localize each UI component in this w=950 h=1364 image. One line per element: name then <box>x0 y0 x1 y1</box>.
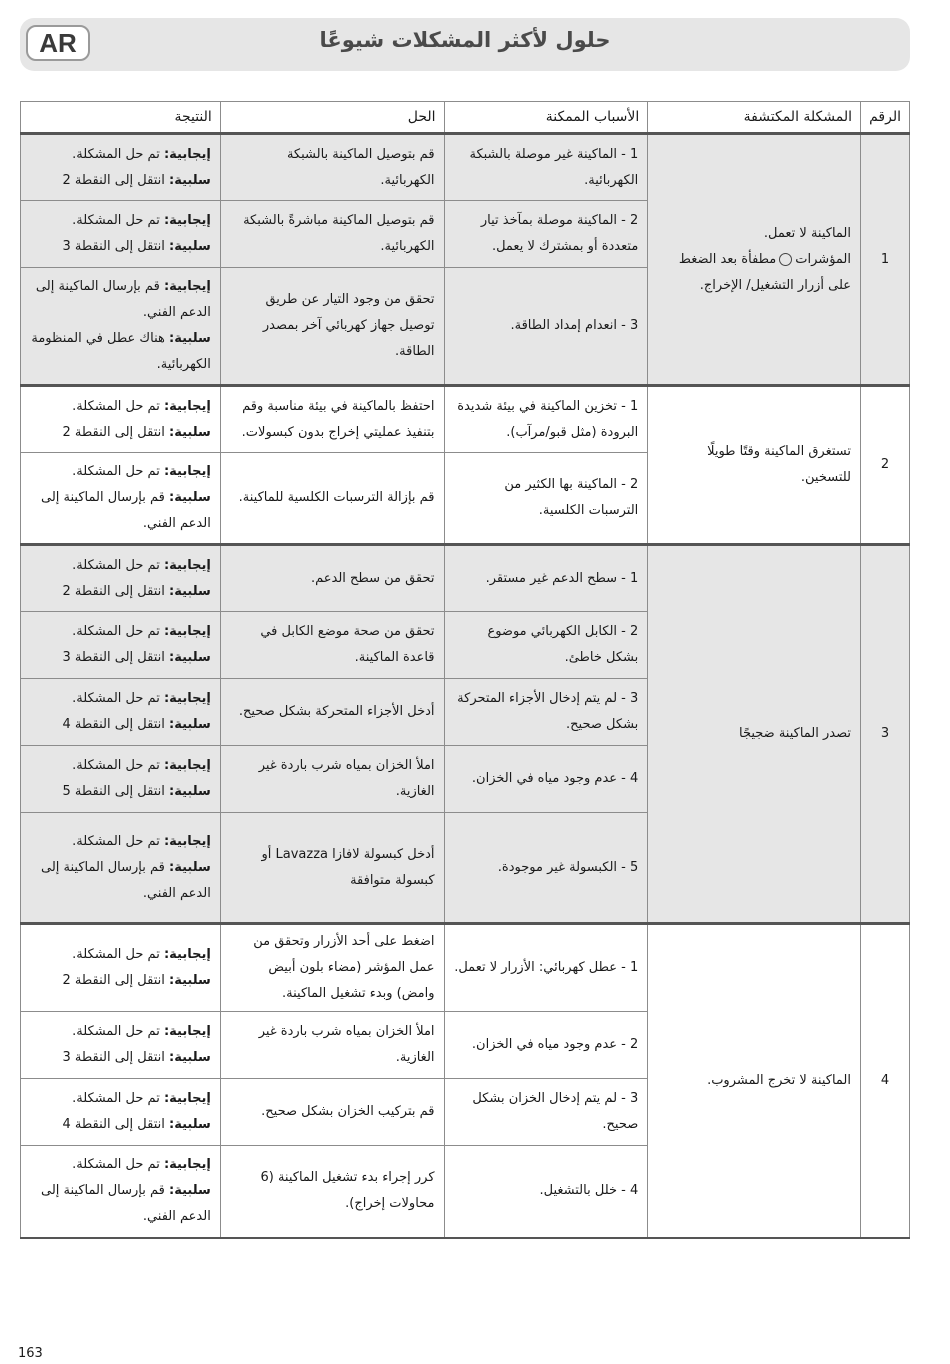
negative-label: سلبية: <box>169 1183 211 1199</box>
result-cell <box>21 1079 221 1146</box>
cause-cell: 5 - الكبسولة غير موجودة. <box>444 813 648 924</box>
cause-cell: 1 - عطل كهربائي: الأزرار لا تعمل. <box>444 924 648 1012</box>
negative-result: انتقل إلى النقطة 2 <box>62 583 165 599</box>
problem-group-4 <box>21 924 910 1238</box>
positive-result: تم حل المشكلة. <box>72 691 160 706</box>
positive-result: تم حل المشكلة. <box>72 1024 160 1039</box>
solution-cell: املأ الخزان بمياه شرب باردة غير الغازية. <box>220 1012 444 1079</box>
negative-label: سلبية: <box>169 784 211 799</box>
solution-cell: قم بإزالة الترسبات الكلسية للماكينة. <box>220 453 444 545</box>
result-cell <box>21 746 221 813</box>
problem-group-2 <box>21 386 910 545</box>
positive-result: تم حل المشكلة. <box>72 947 160 962</box>
solution-cell: أدخل الأجزاء المتحركة بشكل صحيح. <box>220 679 444 746</box>
result-cell <box>21 386 221 453</box>
page-title: حلول لأكثر المشكلات شيوعًا <box>319 28 611 52</box>
positive-result: تم حل المشكلة. <box>72 464 160 479</box>
table-row <box>21 134 910 201</box>
positive-result: تم حل المشكلة. <box>72 213 160 228</box>
positive-result: تم حل المشكلة. <box>72 398 160 414</box>
positive-result: تم حل المشكلة. <box>72 758 160 773</box>
cause-cell: 3 - لم يتم إدخال الأجزاء المتحركة بشكل صحيح. <box>444 679 648 746</box>
solution-cell: احتفظ بالماكينة في بيئة مناسبة وقم بتنفيذ عمليتي إخراج بدون كبسولات. <box>220 386 444 453</box>
solution-cell: كرر إجراء بدء تشغيل الماكينة (6 محاولات إخراج). <box>220 1146 444 1238</box>
solution-cell: قم بتركيب الخزان بشكل صحيح. <box>220 1079 444 1146</box>
negative-result: هناك عطل في المنظومة الكهربائية. <box>31 331 211 372</box>
cause-cell: 3 - انعدام إمداد الطاقة. <box>444 268 648 386</box>
table-row <box>21 924 910 1012</box>
problem-text: المؤشرات <box>795 251 852 267</box>
positive-label: إيجابية: <box>163 1024 211 1039</box>
cause-cell: 1 - تخزين الماكينة في بيئة شديدة البرودة (مثل قبو/مرآب). <box>444 386 648 453</box>
negative-label: سلبية: <box>169 490 211 505</box>
problem-number: 4 <box>861 924 910 1238</box>
positive-label: إيجابية: <box>163 947 211 962</box>
negative-label: سلبية: <box>169 859 211 875</box>
table-row <box>21 545 910 612</box>
positive-result: تم حل المشكلة. <box>72 146 160 162</box>
positive-label: إيجابية: <box>163 1091 211 1106</box>
troubleshooting-table <box>20 101 910 1239</box>
result-cell <box>21 1146 221 1238</box>
negative-result: انتقل إلى النقطة 5 <box>62 784 165 799</box>
problem-number: 2 <box>861 386 910 545</box>
negative-label: سلبية: <box>169 650 211 665</box>
negative-label: سلبية: <box>169 239 211 254</box>
negative-label: سلبية: <box>169 1050 211 1065</box>
problem-description: الماكينة لا تخرج المشروب. <box>648 924 861 1238</box>
page-number: 163 <box>18 1346 43 1361</box>
negative-result: انتقل إلى النقطة 2 <box>62 172 165 188</box>
solution-cell: تحقق من وجود التيار عن طريق توصيل جهاز كهربائي آخر بمصدر الطاقة. <box>220 268 444 386</box>
indicator-off-icon <box>779 253 792 266</box>
table-header-row <box>21 102 910 134</box>
negative-result: انتقل إلى النقطة 3 <box>62 239 165 254</box>
result-cell <box>21 453 221 545</box>
result-cell <box>21 1012 221 1079</box>
problem-group-3 <box>21 545 910 924</box>
solution-cell: قم بتوصيل الماكينة بالشبكة الكهربائية. <box>220 134 444 201</box>
negative-label: سلبية: <box>169 331 211 346</box>
cause-cell: 2 - الماكينة بها الكثير من الترسبات الكلسية. <box>444 453 648 545</box>
problem-text: مطفأة بعد الضغط على أزرار التشغيل/ الإخراج. <box>678 251 852 293</box>
cause-cell: 3 - لم يتم إدخال الخزان بشكل صحيح. <box>444 1079 648 1146</box>
positive-label: إيجابية: <box>163 146 211 162</box>
result-cell <box>21 134 221 201</box>
cause-cell: 2 - عدم وجود مياه في الخزان. <box>444 1012 648 1079</box>
negative-label: سلبية: <box>169 424 211 440</box>
negative-result: انتقل إلى النقطة 2 <box>62 973 165 988</box>
positive-label: إيجابية: <box>163 691 211 706</box>
column-header-number: الرقم <box>861 102 910 134</box>
positive-result: تم حل المشكلة. <box>72 557 160 573</box>
positive-result: تم حل المشكلة. <box>72 1091 160 1106</box>
column-header-solution: الحل <box>220 102 444 134</box>
negative-label: سلبية: <box>169 172 211 188</box>
positive-label: إيجابية: <box>163 557 211 573</box>
positive-result: قم بإرسال الماكينة إلى الدعم الفني. <box>35 279 211 320</box>
solution-cell: تحقق من سطح الدعم. <box>220 545 444 612</box>
positive-result: تم حل المشكلة. <box>72 624 160 639</box>
negative-result: انتقل إلى النقطة 3 <box>62 1050 165 1065</box>
problem-description: تصدر الماكينة ضجيجًا <box>648 545 861 924</box>
positive-label: إيجابية: <box>163 279 211 294</box>
cause-cell: 4 - عدم وجود مياه في الخزان. <box>444 746 648 813</box>
result-cell <box>21 201 221 268</box>
column-header-causes: الأسباب الممكنة <box>444 102 648 134</box>
positive-label: إيجابية: <box>163 758 211 773</box>
positive-result: تم حل المشكلة. <box>72 833 160 849</box>
problem-text: الماكينة لا تعمل. <box>763 225 852 241</box>
negative-label: سلبية: <box>169 1117 211 1132</box>
cause-cell: 1 - سطح الدعم غير مستقر. <box>444 545 648 612</box>
header-bar <box>20 18 910 71</box>
problem-description: تستغرق الماكينة وقتًا طويلًا للتسخين. <box>648 386 861 545</box>
cause-cell: 2 - الماكينة موصلة بمآخذ تيار متعددة أو بمشترك لا يعمل. <box>444 201 648 268</box>
negative-label: سلبية: <box>169 717 211 732</box>
negative-result: قم بإرسال الماكينة إلى الدعم الفني. <box>40 859 211 901</box>
positive-label: إيجابية: <box>163 624 211 639</box>
negative-label: سلبية: <box>169 973 211 988</box>
result-cell <box>21 612 221 679</box>
solution-cell: قم بتوصيل الماكينة مباشرةً بالشبكة الكهربائية. <box>220 201 444 268</box>
column-header-problem: المشكلة المكتشفة <box>648 102 861 134</box>
solution-cell: اضغط على أحد الأزرار وتحقق من عمل المؤشر (مضاء بلون أبيض وامض) وبدء تشغيل الماكينة. <box>220 924 444 1012</box>
positive-result: تم حل المشكلة. <box>72 1157 160 1173</box>
negative-label: سلبية: <box>169 583 211 599</box>
negative-result: انتقل إلى النقطة 2 <box>62 424 165 440</box>
solution-cell: تحقق من صحة موضع الكابل في قاعدة الماكينة. <box>220 612 444 679</box>
result-cell <box>21 813 221 924</box>
solution-cell: أدخل كبسولة لافازا Lavazza أو كبسولة متوافقة <box>220 813 444 924</box>
negative-result: انتقل إلى النقطة 3 <box>62 650 165 665</box>
table-row <box>21 386 910 453</box>
cause-cell: 2 - الكابل الكهربائي موضوع بشكل خاطئ. <box>444 612 648 679</box>
negative-result: قم بإرسال الماكينة إلى الدعم الفني. <box>40 1183 211 1225</box>
positive-label: إيجابية: <box>163 213 211 228</box>
negative-result: قم بإرسال الماكينة إلى الدعم الفني. <box>40 490 211 531</box>
positive-label: إيجابية: <box>163 398 211 414</box>
positive-label: إيجابية: <box>163 464 211 479</box>
result-cell <box>21 924 221 1012</box>
problem-number: 3 <box>861 545 910 924</box>
problem-number: 1 <box>861 134 910 386</box>
problem-description <box>648 134 861 386</box>
negative-result: انتقل إلى النقطة 4 <box>62 717 165 732</box>
cause-cell: 1 - الماكينة غير موصلة بالشبكة الكهربائية. <box>444 134 648 201</box>
language-badge: AR <box>26 25 90 61</box>
negative-result: انتقل إلى النقطة 4 <box>62 1117 165 1132</box>
result-cell <box>21 679 221 746</box>
positive-label: إيجابية: <box>163 833 211 849</box>
solution-cell: املأ الخزان بمياه شرب باردة غير الغازية. <box>220 746 444 813</box>
column-header-result: النتيجة <box>21 102 221 134</box>
problem-group-1 <box>21 134 910 386</box>
result-cell <box>21 545 221 612</box>
result-cell <box>21 268 221 386</box>
positive-label: إيجابية: <box>163 1157 211 1173</box>
cause-cell: 4 - خلل بالتشغيل. <box>444 1146 648 1238</box>
